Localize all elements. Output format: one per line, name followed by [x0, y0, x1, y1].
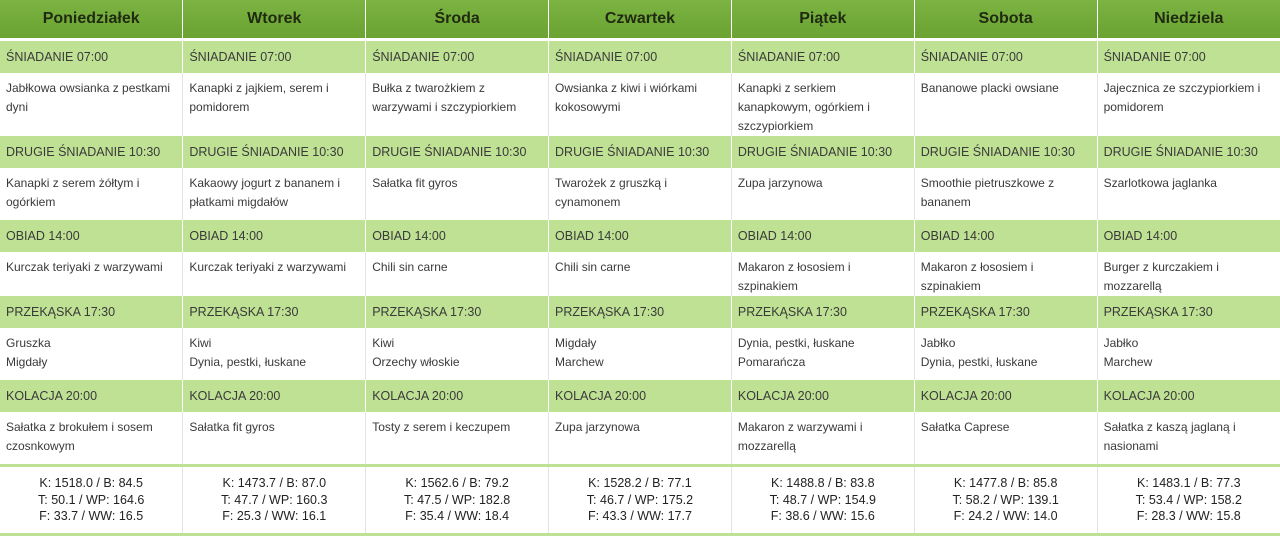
- meal-plan-body: [0, 40, 1280, 535]
- nutrition-total-line: K: 1562.6 / B: 79.2: [405, 476, 509, 491]
- meal-description: [183, 252, 366, 296]
- meal-label: KOLACJA 20:00: [914, 380, 1097, 412]
- meal-item-text: Kanapki z serkiem kanapkowym, ogórkiem i szczypiorkiem: [737, 81, 870, 133]
- meal-item-text: Kiwi: [372, 336, 395, 350]
- meal-label: OBIAD 14:00: [1097, 220, 1280, 252]
- meal-description: [914, 412, 1097, 466]
- meal-item-text: Kurczak teriyaki z warzywami: [189, 260, 347, 274]
- nutrition-total-line: K: 1528.2 / B: 77.1: [588, 476, 692, 491]
- nutrition-total-line: T: 46.7 / WP: 175.2: [586, 492, 694, 507]
- meal-item-text: Dynia, pestki, łuskane: [189, 355, 307, 369]
- meal-label: PRZEKĄSKA 17:30: [0, 296, 183, 328]
- nutrition-total-line: K: 1518.0 / B: 84.5: [39, 476, 143, 491]
- meal-item-text: Burger z kurczakiem i mozzarellą: [1103, 260, 1219, 293]
- meal-item-text: Kanapki z jajkiem, serem i pomidorem: [189, 81, 329, 114]
- meal-description: [366, 412, 549, 466]
- meal-label: DRUGIE ŚNIADANIE 10:30: [0, 136, 183, 168]
- day-header: Sobota: [914, 0, 1097, 40]
- nutrition-total-line: K: 1477.8 / B: 85.8: [953, 476, 1058, 491]
- meal-item-text: Chili sin carne: [555, 260, 631, 274]
- meal-item-text: Makaron z warzywami i mozzarellą: [737, 420, 863, 453]
- meal-label: ŚNIADANIE 07:00: [366, 40, 549, 74]
- meal-description: [1097, 328, 1280, 380]
- meal-description: [1097, 168, 1280, 220]
- nutrition-total-line: T: 47.5 / WP: 182.8: [403, 492, 511, 507]
- meal-label: DRUGIE ŚNIADANIE 10:30: [366, 136, 549, 168]
- meal-description: [366, 73, 549, 136]
- meal-label: KOLACJA 20:00: [183, 380, 366, 412]
- meal-description: [549, 252, 732, 296]
- meal-item-text: Szarlotkowa jaglanka: [1103, 176, 1217, 190]
- meal-description: [914, 328, 1097, 380]
- meal-description: [549, 412, 732, 466]
- meal-item-text: Bananowe placki owsiane: [920, 81, 1059, 95]
- meal-description: [549, 328, 732, 380]
- meal-label: KOLACJA 20:00: [366, 380, 549, 412]
- meal-description: [183, 168, 366, 220]
- nutrition-total-line: F: 24.2 / WW: 14.0: [953, 509, 1058, 524]
- meal-item-text: Jabłko: [920, 336, 956, 350]
- meal-description: [1097, 252, 1280, 296]
- day-header: Piątek: [731, 0, 914, 40]
- meal-label-row: [0, 296, 1280, 328]
- meal-label: PRZEKĄSKA 17:30: [731, 296, 914, 328]
- nutrition-total-line: T: 50.1 / WP: 164.6: [38, 492, 145, 507]
- meal-label-row: [0, 220, 1280, 252]
- meal-label: KOLACJA 20:00: [731, 380, 914, 412]
- meal-label: OBIAD 14:00: [549, 220, 732, 252]
- nutrition-total-line: T: 48.7 / WP: 154.9: [769, 492, 876, 507]
- meal-description: [914, 73, 1097, 136]
- meal-label: ŚNIADANIE 07:00: [183, 40, 366, 74]
- nutrition-totals: [731, 466, 914, 535]
- meal-description: [0, 168, 183, 220]
- meal-item-text: Migdały: [6, 355, 48, 369]
- nutrition-totals: [183, 466, 366, 535]
- meal-label: ŚNIADANIE 07:00: [549, 40, 732, 74]
- meal-label: ŚNIADANIE 07:00: [0, 40, 183, 74]
- meal-label: DRUGIE ŚNIADANIE 10:30: [183, 136, 366, 168]
- meal-item-text: Makaron z łososiem i szpinakiem: [737, 260, 851, 293]
- meal-description: [366, 328, 549, 380]
- nutrition-totals: [0, 466, 183, 535]
- meal-item-text: Orzechy włoskie: [372, 355, 460, 369]
- day-header: Czwartek: [549, 0, 732, 40]
- nutrition-total-line: T: 47.7 / WP: 160.3: [221, 492, 328, 507]
- meal-label: PRZEKĄSKA 17:30: [366, 296, 549, 328]
- meal-description: [731, 328, 914, 380]
- meal-description: [731, 73, 914, 136]
- meal-label: DRUGIE ŚNIADANIE 10:30: [731, 136, 914, 168]
- nutrition-totals: [549, 466, 732, 535]
- meal-label: PRZEKĄSKA 17:30: [914, 296, 1097, 328]
- nutrition-totals: [366, 466, 549, 535]
- meal-item-text: Marchew: [555, 355, 604, 369]
- meal-item-text: Jabłkowa owsianka z pestkami dyni: [6, 81, 171, 114]
- meal-label-row: [0, 136, 1280, 168]
- meal-item-text: Bułka z twarożkiem z warzywami i szczypiorkiem: [372, 81, 517, 114]
- nutrition-totals: [914, 466, 1097, 535]
- meal-item-text: Dynia, pestki, łuskane: [920, 355, 1038, 369]
- meal-item-text: Sałatka Caprese: [920, 420, 1010, 434]
- day-header: Niedziela: [1097, 0, 1280, 40]
- meal-item-text: Jajecznica ze szczypiorkiem i pomidorem: [1103, 81, 1261, 114]
- meal-description: [366, 168, 549, 220]
- meal-description: [183, 328, 366, 380]
- nutrition-total-line: F: 38.6 / WW: 15.6: [770, 509, 875, 524]
- nutrition-total-line: T: 58.2 / WP: 139.1: [952, 492, 1059, 507]
- meal-item-text: Kanapki z serem żółtym i ogórkiem: [6, 176, 140, 209]
- meal-label: ŚNIADANIE 07:00: [914, 40, 1097, 74]
- meal-label: KOLACJA 20:00: [1097, 380, 1280, 412]
- meal-description-row: [0, 168, 1280, 220]
- meal-label: PRZEKĄSKA 17:30: [183, 296, 366, 328]
- day-header: Środa: [366, 0, 549, 40]
- meal-description: [0, 412, 183, 466]
- meal-item-text: Smoothie pietruszkowe z bananem: [920, 176, 1055, 209]
- meal-label: PRZEKĄSKA 17:30: [1097, 296, 1280, 328]
- meal-description: [731, 168, 914, 220]
- meal-item-text: Marchew: [1103, 355, 1153, 369]
- meal-description: [183, 412, 366, 466]
- meal-description-row: [0, 412, 1280, 466]
- meal-description-row: [0, 252, 1280, 296]
- meal-item-text: Sałatka z brokułem i sosem czosnkowym: [6, 420, 153, 453]
- nutrition-totals: [1097, 466, 1280, 535]
- meal-description: [183, 73, 366, 136]
- nutrition-totals-row: [0, 466, 1280, 535]
- meal-description: [549, 73, 732, 136]
- meal-item-text: Sałatka fit gyros: [372, 176, 458, 190]
- meal-label: KOLACJA 20:00: [0, 380, 183, 412]
- meal-label: DRUGIE ŚNIADANIE 10:30: [549, 136, 732, 168]
- meal-item-text: Sałatka z kaszą jaglaną i nasionami: [1103, 420, 1236, 453]
- meal-item-text: Tosty z serem i keczupem: [372, 420, 511, 434]
- meal-label: DRUGIE ŚNIADANIE 10:30: [1097, 136, 1280, 168]
- meal-description: [731, 412, 914, 466]
- meal-description: [0, 328, 183, 380]
- meal-description-row: [0, 73, 1280, 136]
- meal-label-row: [0, 380, 1280, 412]
- meal-label: ŚNIADANIE 07:00: [731, 40, 914, 74]
- nutrition-total-line: F: 25.3 / WW: 16.1: [222, 509, 327, 524]
- meal-description: [914, 252, 1097, 296]
- day-header-row: [0, 0, 1280, 40]
- meal-item-text: Kurczak teriyaki z warzywami: [6, 260, 163, 274]
- meal-description: [1097, 412, 1280, 466]
- meal-item-text: Chili sin carne: [372, 260, 448, 274]
- meal-label: OBIAD 14:00: [183, 220, 366, 252]
- nutrition-total-line: F: 33.7 / WW: 16.5: [39, 509, 144, 524]
- meal-label: OBIAD 14:00: [731, 220, 914, 252]
- meal-item-text: Dynia, pestki, łuskane: [737, 336, 855, 350]
- nutrition-total-line: F: 28.3 / WW: 15.8: [1136, 509, 1241, 524]
- nutrition-total-line: K: 1483.1 / B: 77.3: [1137, 476, 1241, 491]
- meal-item-text: Makaron z łososiem i szpinakiem: [920, 260, 1034, 293]
- meal-label: DRUGIE ŚNIADANIE 10:30: [914, 136, 1097, 168]
- meal-description: [914, 168, 1097, 220]
- meal-item-text: Kiwi: [189, 336, 212, 350]
- meal-description: [0, 73, 183, 136]
- meal-description: [0, 252, 183, 296]
- meal-label-row: [0, 40, 1280, 74]
- day-header: Poniedziałek: [0, 0, 183, 40]
- day-header: Wtorek: [183, 0, 366, 40]
- nutrition-total-line: T: 53.4 / WP: 158.2: [1135, 492, 1242, 507]
- meal-description: [366, 252, 549, 296]
- meal-description: [549, 168, 732, 220]
- meal-item-text: Owsianka z kiwi i wiórkami kokosowymi: [555, 81, 698, 114]
- meal-description: [1097, 73, 1280, 136]
- meal-label: OBIAD 14:00: [366, 220, 549, 252]
- meal-item-text: Jabłko: [1103, 336, 1139, 350]
- meal-label: OBIAD 14:00: [0, 220, 183, 252]
- meal-item-text: Zupa jarzynowa: [555, 420, 640, 434]
- meal-item-text: Pomarańcza: [737, 355, 806, 369]
- meal-item-text: Sałatka fit gyros: [189, 420, 275, 434]
- nutrition-total-line: F: 35.4 / WW: 18.4: [405, 509, 510, 524]
- meal-description-row: [0, 328, 1280, 380]
- nutrition-total-line: F: 43.3 / WW: 17.7: [587, 509, 692, 524]
- meal-label: ŚNIADANIE 07:00: [1097, 40, 1280, 74]
- meal-label: PRZEKĄSKA 17:30: [549, 296, 732, 328]
- meal-item-text: Zupa jarzynowa: [737, 176, 823, 190]
- meal-label: KOLACJA 20:00: [549, 380, 732, 412]
- meal-item-text: Gruszka: [6, 336, 51, 350]
- nutrition-total-line: K: 1488.8 / B: 83.8: [771, 476, 875, 491]
- meal-description: [731, 252, 914, 296]
- meal-label: OBIAD 14:00: [914, 220, 1097, 252]
- meal-item-text: Kakaowy jogurt z bananem i płatkami migdałów: [189, 176, 341, 209]
- meal-item-text: Twarożek z gruszką i cynamonem: [555, 176, 668, 209]
- nutrition-total-line: K: 1473.7 / B: 87.0: [222, 476, 327, 491]
- meal-item-text: Migdały: [555, 336, 597, 350]
